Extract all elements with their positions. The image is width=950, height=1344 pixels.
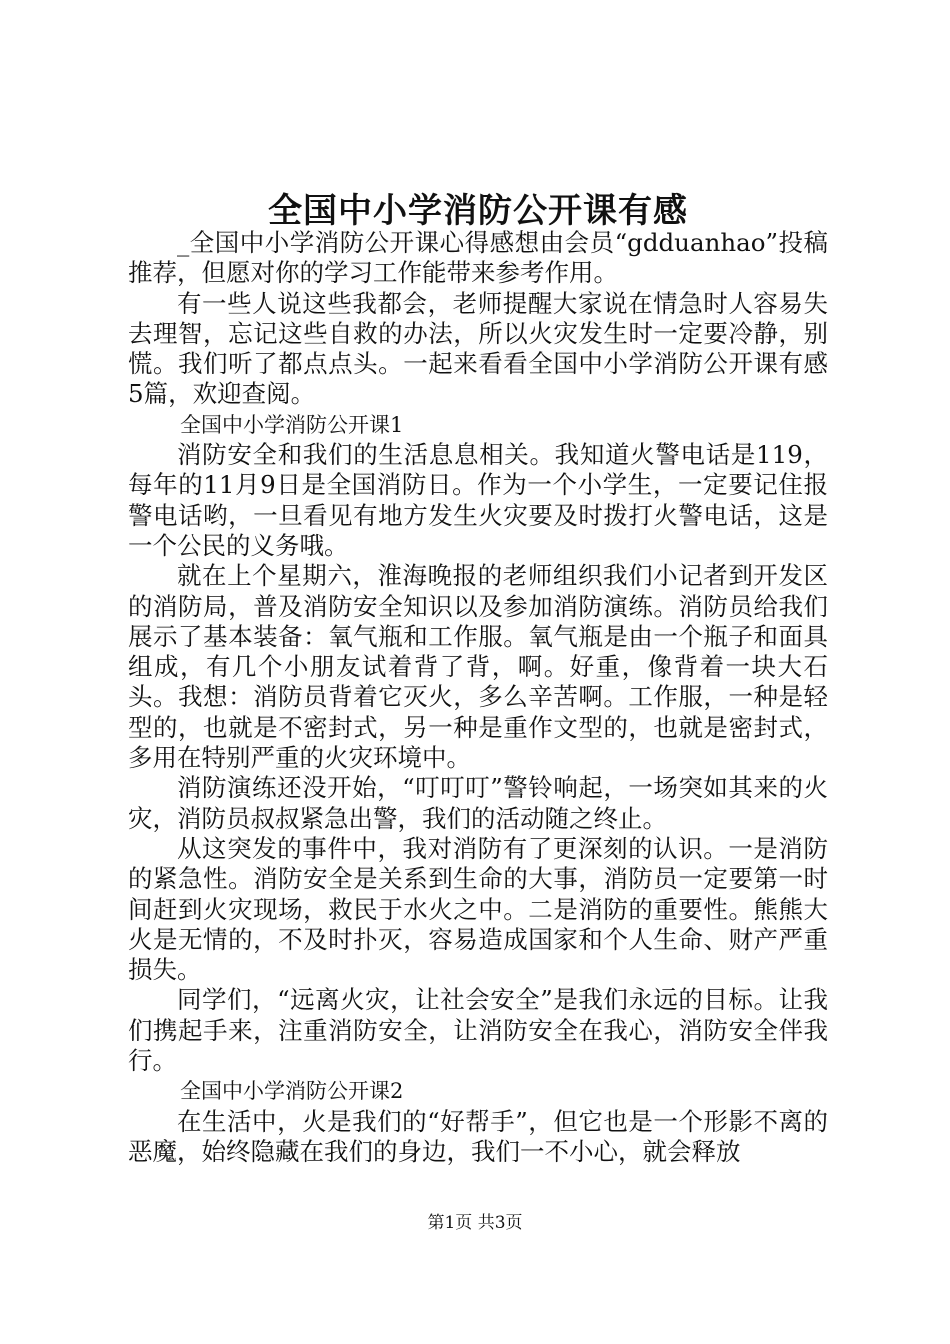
paragraph-intro: _全国中小学消防公开课心得感想由会员“gdduanhao”投稿推荐，但愿对你的学习工作能带来参考作用。 [128, 228, 828, 288]
paragraph: 从这突发的事件中，我对消防有了更深刻的认识。一是消防的紧急性。消防安全是关系到生命的大事，消防员一定要第一时间赶到火灾现场，救民于水火之中。二是消防的重要性。熊熊大火是无情的，不及时扑灭，容易造成国家和个人生命、财产严重损失。 [128, 833, 828, 985]
paragraph: 消防安全和我们的生活息息相关。我知道火警电话是119，每年的11月9日是全国消防日。作为一个小学生，一定要记住报警电话哟，一旦看见有地方发生火灾要及时拨打火警电话，这是一个公民的义务哦。 [128, 440, 828, 560]
page-footer: 第1页 共3页 [427, 1213, 523, 1233]
paragraph-summary: 有一些人说这些我都会，老师提醒大家说在情急时人容易失去理智，忘记这些自救的办法，所以火灾发生时一定要冷静，别慌。我们听了都点点头。一起来看看全国中小学消防公开课有感5篇，欢迎查阅。 [128, 288, 828, 409]
section-heading-1: 全国中小学消防公开课1 [180, 412, 404, 437]
paragraph: 同学们，“远离火灾，让社会安全”是我们永远的目标。让我们携起手来，注重消防安全，让消防安全在我心，消防安全伴我行。 [128, 985, 828, 1076]
document-page [128, 0, 828, 1167]
section-heading-2: 全国中小学消防公开课2 [180, 1079, 404, 1104]
paragraph: 就在上个星期六，淮海晚报的老师组织我们小记者到开发区的消防局，普及消防安全知识以及参加消防演练。消防员给我们展示了基本装备：氧气瓶和工作服。氧气瓶是由一个瓶子和面具组成，有几个小朋友试着背了背，啊。好重，像背着一块大石头。我想：消防员背着它灭火，多么辛苦啊。工作服，一种是轻型的，也就是不密封式，另一种是重作文型的，也就是密封式，多用在特别严重的火灾环境中。 [128, 561, 828, 773]
document-title: 全国中小学消防公开课有感 [268, 191, 688, 231]
paragraph: 在生活中，火是我们的“好帮手”，但它也是一个形影不离的恶魔，始终隐藏在我们的身边，我们一不小心，就会释放 [128, 1106, 828, 1166]
paragraph: 消防演练还没开始，“叮叮叮”警铃响起，一场突如其来的火灾，消防员叔叔紧急出警，我们的活动随之终止。 [128, 773, 828, 833]
document-body [128, 228, 828, 1167]
